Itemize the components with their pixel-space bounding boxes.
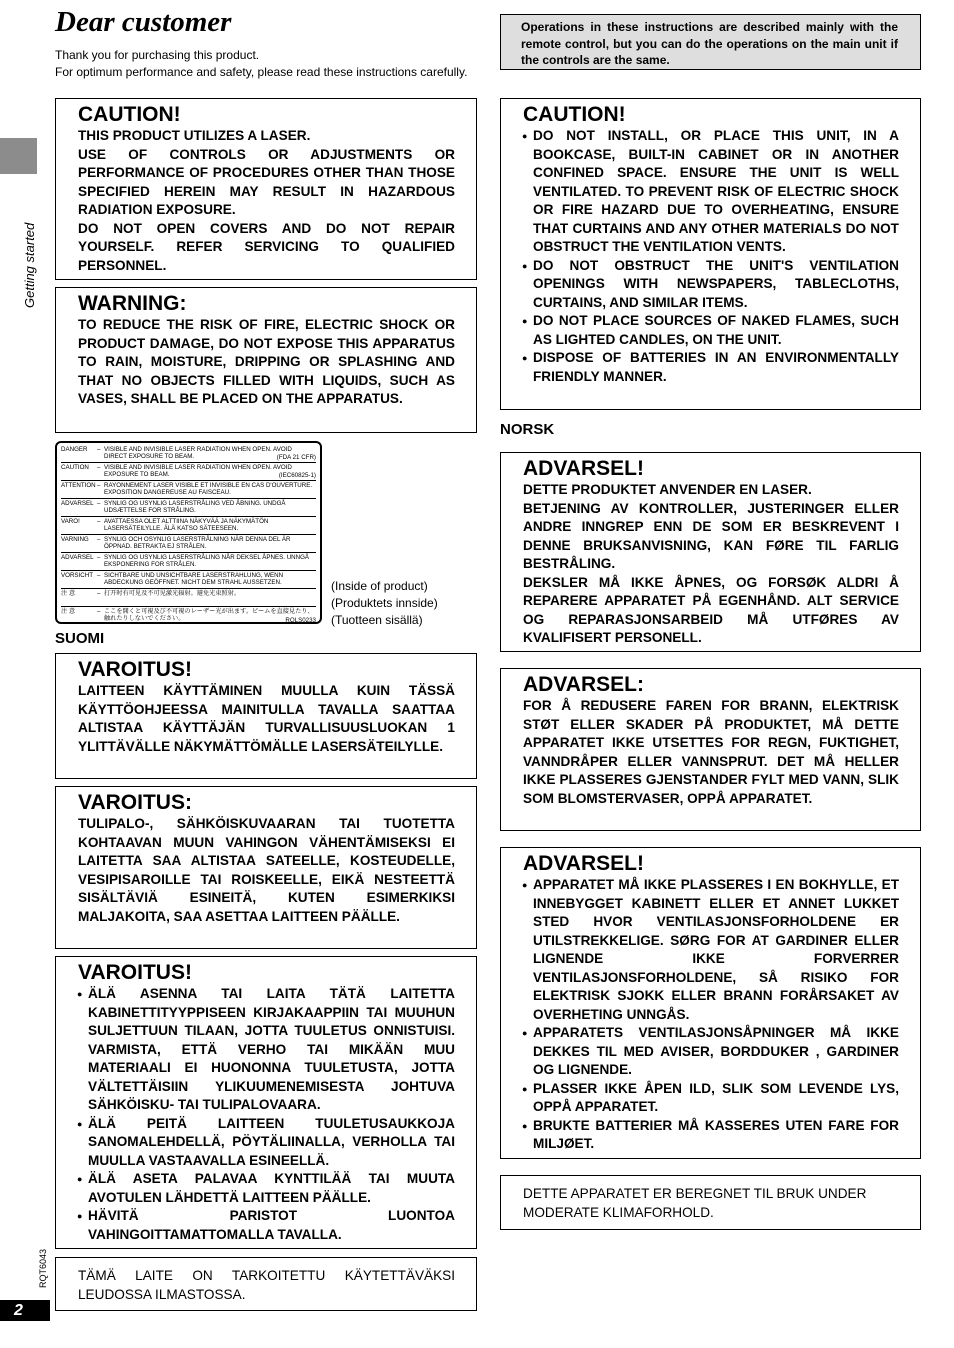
list-item: ● DO NOT INSTALL, OR PLACE THIS UNIT, IN A BOOKCASE, BUILT-IN CABINET OR IN ANOTHER CONFINED SPACE. ENSURE THE UNIT IS WELL VENTILATED. TO PREVENT RISK OF ELECTRIC SHOCK OR FIRE HAZARD DUE TO OVERHEATING, ENSURE THAT CURTAINS AND ANY OTHER MATERIALS DO NOT OBSTRUCT THE VENTILATION VENTS. <box>523 127 899 257</box>
list-item: ● PLASSER IKKE ÅPEN ILD, SLIK SOM LEVENDE LYS, OPPÅ APPARATET. <box>523 1080 899 1117</box>
page-number: 2 <box>0 1300 50 1321</box>
label-row: ADVARSEL – SYNLIG OG USYNLIG LASERSTRÅLING VED ÅBNING. UNDGÅ UDSÆTTELSE FOR STRÅLING. <box>61 499 316 517</box>
label-row: ATTENTION – RAYONNEMENT LASER VISIBLE ET INVISIBLE EN CAS D'OUVERTURE. EXPOSITION DANGEREUSE AU FAISCEAU. <box>61 481 316 499</box>
box-paragraph: DEKSLER MÅ IKKE ÅPNES, OG FORSØK ALDRI Å REPARERE APPARATET PÅ EGENHÅND. ALT SERVICE OG REPARASJONSARBEID MÅ UTFØRES AV KVALIFISERT PERSONELL. <box>523 574 899 645</box>
box-paragraph: TULIPALO-, SÄHKÖISKUVAARAN TAI TUOTETTA KOHTAAVAN MUUN VAHINGON VÄHENTÄMISEKSI EI LAITETTA SAA ALTISTAA SATEELLE, KOSTEUDELLE, VESIPISAROILLE TAI ROISKEELLE, EIKÄ NESTEETTÄ SISÄLTÄVIÄ ESINEITÄ, KUTEN ESIMERKIKSI MALJAKOITA, SAA ASETTAA LAITTEEN PÄÄLLE. <box>78 816 455 924</box>
warning-box <box>55 287 477 433</box>
bullet-list <box>523 127 899 386</box>
bullet-list <box>78 985 455 1244</box>
box-heading: ADVARSEL: <box>523 673 644 696</box>
box-paragraph: BETJENING AV KONTROLLER, JUSTERINGER ELLER ANDRE INNGREP ENN DE SOM ER BESKREVENT I DENNE BRUKSANVISNING, KAN FØRE TIL FARLIG BESTRÅLING. <box>523 500 899 571</box>
box-heading: VAROITUS! <box>78 961 192 984</box>
caution-laser-box <box>55 98 477 280</box>
list-item: ● APPARATET MÅ IKKE PLASSERES I EN BOKHYLLE, ET INNEBYGGET KABINETT ELLER ET ANNET LUKKET STED HVOR VENTILASJONSFORHOLDENE ER UTILSTREKKELIGE. SØRG FOR AT GARDINER ELLER LIGNENDE IKKE FORVERRER VENTILASJONSFORHOLDENE, SÅ RISIKO FOR ELEKTRISK SJOKK ELLER BRANN FORÅRSAKET AV OVERHETING UNNGÅS. <box>523 876 899 1024</box>
box-heading: WARNING: <box>78 292 187 315</box>
box-heading: ADVARSEL! <box>523 457 644 480</box>
list-item: ● HÄVITÄ PARISTOT LUONTOA VAHINGOITTAMATTOMALLA TAVALLA. <box>78 1207 455 1244</box>
list-item: ● BRUKTE BATTERIER MÅ KASSERES UTEN FARE FOR MILJØET. <box>523 1117 899 1154</box>
advarsel-laser-box <box>500 452 921 652</box>
caution-ventilation-box <box>500 98 921 410</box>
list-item: ● DISPOSE OF BATTERIES IN AN ENVIRONMENTALLY FRIENDLY MANNER. <box>523 349 899 386</box>
advarsel-ventilation-box <box>500 847 921 1159</box>
intro-text <box>55 47 477 80</box>
list-item: ● APPARATETS VENTILASJONSÅPNINGER MÅ IKKE DEKKES TIL MED AVISER, BORDDUKER , GARDINER OG LIGNENDE. <box>523 1024 899 1080</box>
box-paragraph: TO REDUCE THE RISK OF FIRE, ELECTRIC SHOCK OR PRODUCT DAMAGE, DO NOT EXPOSE THIS APPARATUS TO RAIN, MOISTURE, DRIPPING OR SPLASHING AND THAT NO OBJECTS FILLED WITH LIQUIDS, SUCH AS VASES, SHALL BE PLACED ON THE APPARATUS. <box>78 317 455 406</box>
language-label-norsk: NORSK <box>500 421 555 438</box>
intro-line: For optimum performance and safety, please read these instructions carefully. <box>55 64 468 79</box>
climate-note-fi <box>55 1257 477 1311</box>
box-paragraph: FOR Å REDUSERE FAREN FOR BRANN, ELEKTRISK STØT ELLER SKADER PÅ PRODUKTET, MÅ DETTE APPARATET IKKE UTSETTES FOR REGN, FUKTIGHET, VANNDRÅPER ELLER VANNSPRUT. DET MÅ HELLER IKKE PLASSERES GJENSTANDER FYLT MED VANN, SLIK SOM BLOMSTERVASER, OPPÅ APPARATET. <box>523 698 899 806</box>
label-row: VARNING – SYNLIG OCH OSYNLIG LASERSTRÅLNING NÄR DENNA DEL ÄR ÖPPNAD. BETRAKTA EJ STRÅLEN. <box>61 535 316 553</box>
climate-note-no <box>500 1175 921 1230</box>
list-item: ● DO NOT PLACE SOURCES OF NAKED FLAMES, SUCH AS LIGHTED CANDLES, ON THE UNIT. <box>523 312 899 349</box>
label-row: DANGER – VISIBLE AND INVISIBLE LASER RADIATION WHEN OPEN. AVOID DIRECT EXPOSURE TO BEAM. (FDA 21 CFR) <box>61 445 316 463</box>
caption-line: (Tuotteen sisällä) <box>331 613 423 627</box>
box-heading: VAROITUS! <box>78 658 192 681</box>
remote-control-notice: Operations in these instructions are described mainly with the remote control, but you can do the operations on the main unit if the controls are the same. <box>500 14 921 70</box>
box-paragraph: THIS PRODUCT UTILIZES A LASER. <box>78 128 311 143</box>
list-item: ● DO NOT OBSTRUCT THE UNIT'S VENTILATION OPENINGS WITH NEWSPAPERS, TABLECLOTHS, CURTAINS, AND SIMILAR ITEMS. <box>523 257 899 313</box>
list-item: ● ÄLÄ PEITÄ LAITTEEN TUULETUSAUKKOJA SANOMALEHDELLÄ, PÖYTÄLIINALLA, VERHOLLA TAI MUULLA VASTAAVALLA ESINEELLÄ. <box>78 1115 455 1171</box>
list-item: ● ÄLÄ ASETA PALAVAA KYNTTILÄÄ TAI MUUTA AVOTULEN LÄHDETTÄ LAITTEEN PÄÄLLE. <box>78 1170 455 1207</box>
box-heading: ADVARSEL! <box>523 852 644 875</box>
box-heading: VAROITUS: <box>78 791 192 814</box>
label-row: VORSICHT – SICHTBARE UND UNSICHTBARE LASERSTRAHLUNG, WENN ABDECKUNG GEÖFFNET. NICHT DEM STRAHL AUSSETZEN. <box>61 571 316 589</box>
intro-line: Thank you for purchasing this product. <box>55 48 260 62</box>
climate-text: TÄMÄ LAITE ON TARKOITETTU KÄYTETTÄVÄKSI LEUDOSSA ILMASTOSSA. <box>78 1268 455 1302</box>
bullet-list <box>523 876 899 1154</box>
box-heading: CAUTION! <box>78 103 181 126</box>
section-tab-label: Getting started <box>22 222 37 308</box>
doc-code: RQT6043 <box>38 1248 48 1288</box>
label-row: CAUTION – VISIBLE AND INVISIBLE LASER RADIATION WHEN OPEN. AVOID EXPOSURE TO BEAM. (IEC60825-1) <box>61 463 316 481</box>
box-paragraph: DO NOT OPEN COVERS AND DO NOT REPAIR YOURSELF. REFER SERVICING TO QUALIFIED PERSONNEL. <box>78 220 455 273</box>
caption-line: (Produktets innside) <box>331 596 438 610</box>
label-row: 注 意 – 打开时有可见及不可见激光辐射。避免光束照射。 <box>61 589 316 607</box>
label-row: VARO! – AVATTAESSA OLET ALTTIINA NÄKYVÄÄ JA NÄKYMÄTÖN LASERSÄTEILYLLE. ÄLÄ KATSO SÄTEESEEN. <box>61 517 316 535</box>
varoitus-laser-box <box>55 653 477 779</box>
box-paragraph: USE OF CONTROLS OR ADJUSTMENTS OR PERFORMANCE OF PROCEDURES OTHER THAN THOSE SPECIFIED HEREIN MAY RESULT IN HAZARDOUS RADIATION EXPOSURE. <box>78 146 455 217</box>
box-paragraph: DETTE PRODUKTET ANVENDER EN LASER. <box>523 482 812 497</box>
climate-text: DETTE APPARATET ER BEREGNET TIL BRUK UNDER MODERATE KLIMAFORHOLD. <box>523 1186 867 1220</box>
varoitus-fire-box <box>55 786 477 949</box>
label-caption <box>331 578 438 629</box>
label-row: ADVARSEL – SYNLIG OG USYNLIG LASERSTRÅLING NÅR DEKSEL ÅPNES. UNNGÅ EKSPONERING FOR STRÅLEN. <box>61 553 316 571</box>
language-label-suomi: SUOMI <box>55 630 105 647</box>
list-item: ● ÄLÄ ASENNA TAI LAITA TÄTÄ LAITETTA KABINETTITYYPPISEEN KIRJAKAAPPIIN TAI MUUHUN SULJETTUUN TILAAN, JOTTA TUULETUS ONNISTUISI. VARMISTA, ETTÄ VERHO TAI MIKÄÄN MUU MATERIAALI EI HUONONNA TUULETUSTA, JOTTA VÄLTETTÄISIIN YLIKUUMENEMISESTA JOHTUVA SÄHKÖISKU- TAI TULIPALOVAARA. <box>78 985 455 1115</box>
varoitus-ventilation-box <box>55 956 477 1249</box>
laser-warning-label <box>55 441 322 624</box>
page-title: Dear customer <box>55 6 232 38</box>
label-row: 注 意 – ここを開くと可視及び不可視のレーザー光が出ます。ビームを直接見たり、触れたりしないでください。 RQLS0233 <box>61 608 316 624</box>
box-paragraph: LAITTEEN KÄYTTÄMINEN MUULLA KUIN TÄSSÄ KÄYTTÖOHJEESSA MAINITULLA TAVALLA SAATTAA ALTISTAA KÄYTTÄJÄN TURVALLISUUSLUOKAN 1 YLITTÄVÄLLE NÄKYMÄTTÖMÄLLE LASERSÄTEILYLLE. <box>78 683 455 754</box>
box-heading: CAUTION! <box>523 103 626 126</box>
advarsel-fire-box <box>500 668 921 831</box>
caption-line: (Inside of product) <box>331 579 428 593</box>
section-tab-marker <box>0 138 37 174</box>
